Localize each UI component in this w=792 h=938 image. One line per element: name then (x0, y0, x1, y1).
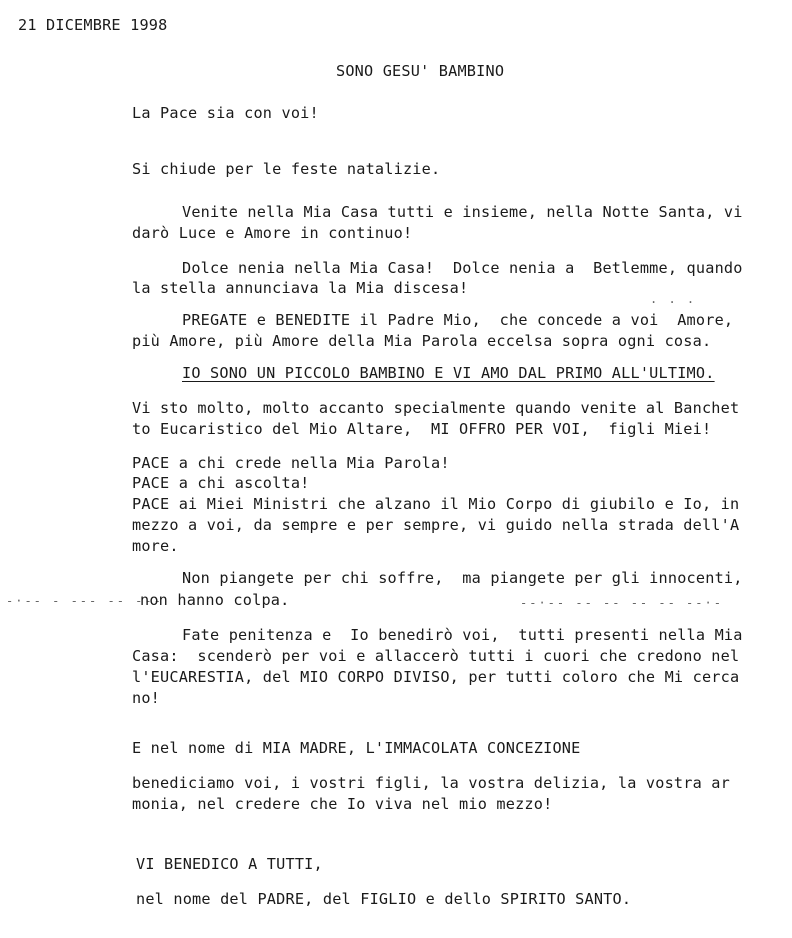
paragraph-line: more. (132, 537, 179, 555)
scan-speckle: . . . (650, 292, 697, 306)
paragraph-line: PACE a chi ascolta! (132, 474, 310, 492)
paragraph-line: la stella annunciava la Mia discesa! (132, 279, 469, 297)
paragraph-line: Casa: scenderò per voi e allaccerò tutti i cuori che credono nel (132, 647, 740, 665)
paragraph-line: Fate penitenza e Io benedirò voi, tutti presenti nella Mia (182, 626, 743, 644)
paragraph-line: monia, nel credere che Io viva nel mio mezzo! (132, 795, 553, 813)
paragraph: E nel nome di MIA MADRE, L'IMMACOLATA CONCEZIONE (132, 739, 581, 757)
paragraph-line: Vi sto molto, molto accanto specialmente quando venite al Banchet (132, 399, 740, 417)
paragraph-line: to Eucaristico del Mio Altare, MI OFFRO PER VOI, figli Miei! (132, 420, 712, 438)
scan-speckle: -·-- - --- -- --- (6, 594, 163, 608)
paragraph-line: PACE ai Miei Ministri che alzano il Mio Corpo di giubilo e Io, in (132, 495, 740, 513)
paragraph-line: non hanno colpa. (140, 591, 290, 609)
paragraph-line: Dolce nenia nella Mia Casa! Dolce nenia a Betlemme, quando (182, 259, 743, 277)
paragraph-line: darò Luce e Amore in continuo! (132, 224, 413, 242)
paragraph-line: benediciamo voi, i vostri figli, la vostra delizia, la vostra ar (132, 774, 730, 792)
emphasis-line: IO SONO UN PICCOLO BAMBINO E VI AMO DAL PRIMO ALL'ULTIMO. (182, 364, 715, 382)
paragraph-line: Non piangete per chi soffre, ma piangete per gli innocenti, (182, 569, 743, 587)
greeting: La Pace sia con voi! (132, 104, 319, 122)
paragraph-line: mezzo a voi, da sempre e per sempre, vi guido nella strada dell'A (132, 516, 740, 534)
document-title: SONO GESU' BAMBINO (336, 62, 505, 80)
closing-line: nel nome del PADRE, del FIGLIO e dello SPIRITO SANTO. (136, 890, 632, 908)
closing-line: VI BENEDICO A TUTTI, (136, 855, 323, 873)
paragraph-line: PREGATE e BENEDITE il Padre Mio, che concede a voi Amore, (182, 311, 734, 329)
paragraph-line: no! (132, 689, 161, 707)
document-date: 21 DICEMBRE 1998 (18, 16, 168, 34)
paragraph-line: l'EUCARESTIA, del MIO CORPO DIVISO, per tutti coloro che Mi cerca (132, 668, 740, 686)
paragraph-line: PACE a chi crede nella Mia Parola! (132, 454, 450, 472)
scan-speckle: --·-- -- -- -- -- --·- (520, 596, 723, 610)
paragraph-line: Venite nella Mia Casa tutti e insieme, nella Notte Santa, vi (182, 203, 743, 221)
paragraph: Si chiude per le feste natalizie. (132, 160, 441, 178)
paragraph-line: più Amore, più Amore della Mia Parola eccelsa sopra ogni cosa. (132, 332, 712, 350)
